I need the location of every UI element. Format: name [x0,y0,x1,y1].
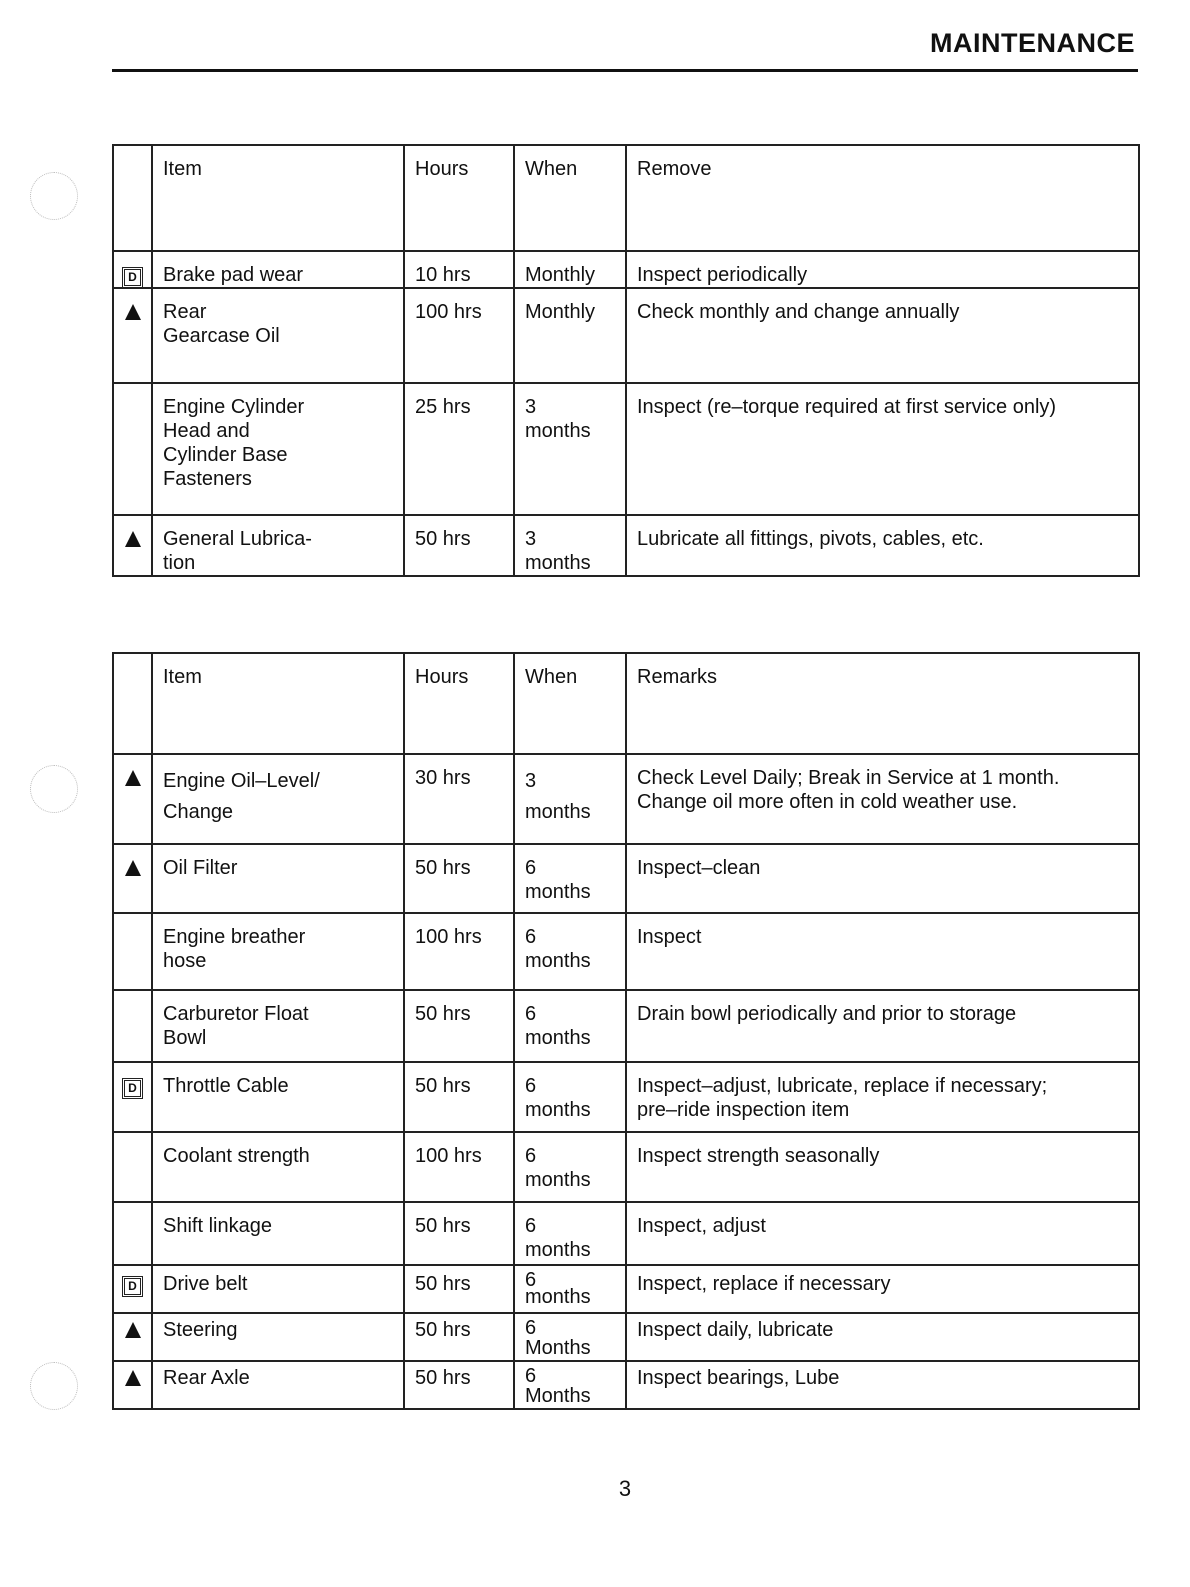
table-row [113,1361,1139,1409]
item-cell: Oil Filter [152,844,404,913]
remark-cell: Inspect [626,913,1139,990]
page-number: 3 [618,1476,632,1501]
item-cell: Coolant strength [152,1132,404,1202]
hours-cell: 30 hrs [404,754,514,844]
when-cell: 3 months [514,383,626,515]
hours-cell: 50 hrs [404,1265,514,1313]
when-cell: 6 months [514,913,626,990]
table-row [113,754,1139,844]
hours-cell: 50 hrs [404,1202,514,1265]
table-row [113,844,1139,913]
hours-cell: 50 hrs [404,515,514,576]
table-header-row [113,653,1139,754]
remark-cell: Inspect daily, lubricate [626,1313,1139,1361]
when-cell: Monthly [514,251,626,288]
mark-cell [113,754,152,844]
remark-cell: Inspect, replace if necessary [626,1265,1139,1313]
item-cell: Rear Axle [152,1361,404,1409]
remark-cell: Inspect periodically [626,251,1139,288]
binder-hole [30,765,78,813]
item-cell: Brake pad wear [152,251,404,288]
binder-hole [30,1362,78,1410]
table-row [113,515,1139,576]
header-item: Item [152,653,404,754]
table-row [113,1132,1139,1202]
header-hours: Hours [404,145,514,251]
when-cell: 6 Months [514,1361,626,1409]
when-cell: 6 months [514,990,626,1062]
maintenance-table-2 [112,652,1140,1410]
page-title: MAINTENANCE [930,28,1135,58]
remark-cell: Lubricate all fittings, pivots, cables, etc. [626,515,1139,576]
hours-cell: 50 hrs [404,1361,514,1409]
table-row [113,383,1139,515]
hours-cell: 50 hrs [404,990,514,1062]
hours-cell: 100 hrs [404,288,514,383]
table-row [113,913,1139,990]
hours-cell: 50 hrs [404,1313,514,1361]
triangle-icon [125,304,141,320]
table-header-row [113,145,1139,251]
when-cell: 6 Months [514,1313,626,1361]
table-row [113,1265,1139,1313]
item-cell: Steering [152,1313,404,1361]
triangle-icon [125,860,141,876]
header-mark-cell [113,145,152,251]
hours-cell: 100 hrs [404,1132,514,1202]
binder-hole [30,172,78,220]
item-cell: Engine Oil–Level/ Change [152,754,404,844]
item-cell: Engine Cylinder Head and Cylinder Base Fasteners [152,383,404,515]
when-cell: 6 months [514,1202,626,1265]
when-cell: 6 months [514,844,626,913]
mark-cell [113,990,152,1062]
item-cell: Shift linkage [152,1202,404,1265]
mark-cell [113,383,152,515]
table-row [113,1313,1139,1361]
mark-cell [113,1265,152,1313]
maintenance-table-1 [112,144,1140,577]
remark-cell: Inspect, adjust [626,1202,1139,1265]
header-when: When [514,145,626,251]
hours-cell: 10 hrs [404,251,514,288]
hours-cell: 50 hrs [404,1062,514,1132]
mark-cell [113,1202,152,1265]
mark-cell [113,1132,152,1202]
remark-cell: Drain bowl periodically and prior to storage [626,990,1139,1062]
triangle-icon [125,1370,141,1386]
table-row [113,1062,1139,1132]
when-cell: 3 months [514,515,626,576]
header-item: Item [152,145,404,251]
triangle-icon [125,770,141,786]
remark-cell: Check monthly and change annually [626,288,1139,383]
table-row [113,990,1139,1062]
table-row [113,1202,1139,1265]
triangle-icon [125,1322,141,1338]
mark-cell [113,251,152,288]
when-cell: Monthly [514,288,626,383]
when-cell: 6 months [514,1062,626,1132]
hours-cell: 50 hrs [404,844,514,913]
header-remark: Remarks [626,653,1139,754]
triangle-icon [125,531,141,547]
header-hours: Hours [404,653,514,754]
mark-cell [113,515,152,576]
item-cell: Engine breather hose [152,913,404,990]
remark-cell: Inspect–adjust, lubricate, replace if necessary; pre–ride inspection item [626,1062,1139,1132]
remark-cell: Inspect strength seasonally [626,1132,1139,1202]
item-cell: Carburetor Float Bowl [152,990,404,1062]
header-remark: Remove [626,145,1139,251]
mark-cell [113,288,152,383]
item-cell: Drive belt [152,1265,404,1313]
mark-cell [113,913,152,990]
mark-cell [113,1313,152,1361]
item-cell: Throttle Cable [152,1062,404,1132]
table-row [113,288,1139,383]
when-cell: 6 months [514,1132,626,1202]
mark-cell [113,1062,152,1132]
remark-cell: Inspect bearings, Lube [626,1361,1139,1409]
boxed-d-icon: D [124,269,141,286]
remark-cell: Inspect–clean [626,844,1139,913]
when-cell: 6 months [514,1265,626,1313]
mark-cell [113,844,152,913]
hours-cell: 25 hrs [404,383,514,515]
remark-cell: Check Level Daily; Break in Service at 1 month. Change oil more often in cold weather use. [626,754,1139,844]
when-cell: 3 months [514,754,626,844]
header-rule [112,69,1138,72]
header-mark-cell [113,653,152,754]
boxed-d-icon: D [124,1278,141,1295]
boxed-d-icon: D [124,1080,141,1097]
hours-cell: 100 hrs [404,913,514,990]
item-cell: General Lubrica- tion [152,515,404,576]
header-when: When [514,653,626,754]
mark-cell [113,1361,152,1409]
item-cell: Rear Gearcase Oil [152,288,404,383]
remark-cell: Inspect (re–torque required at first service only) [626,383,1139,515]
table-row [113,251,1139,288]
